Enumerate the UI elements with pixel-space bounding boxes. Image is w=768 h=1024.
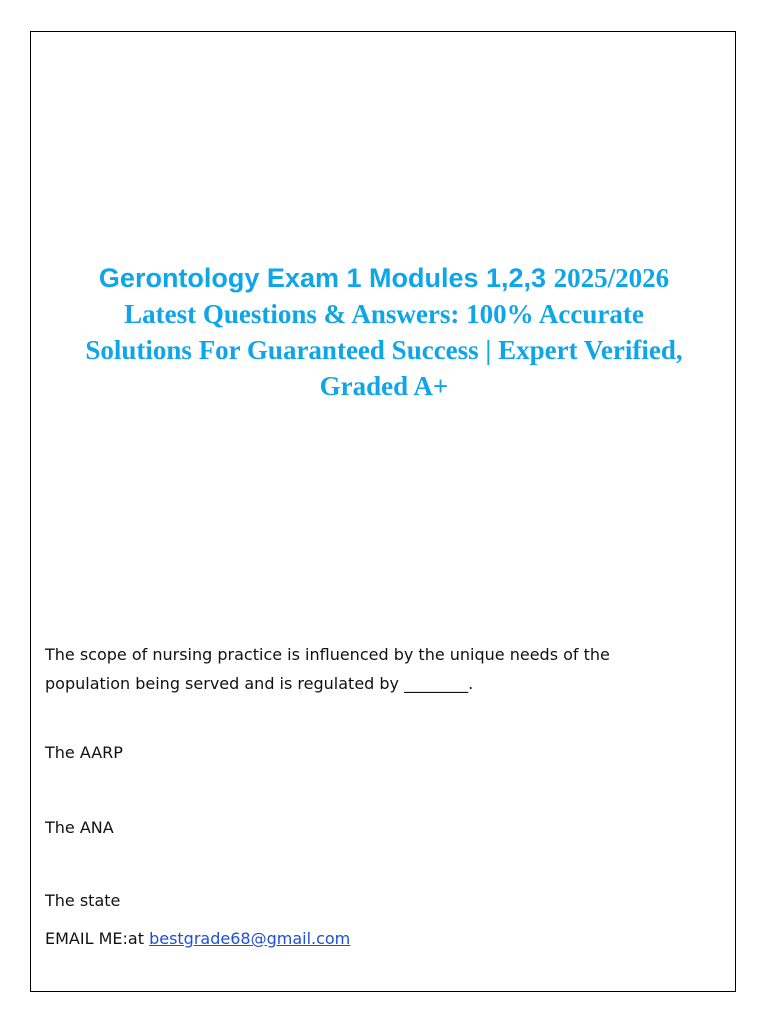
title-line-1 [31, 260, 737, 296]
question-text [45, 640, 610, 698]
title-years: 2025/2026 [553, 263, 670, 293]
question-line-1: The scope of nursing practice is influenced by the unique needs of the [45, 645, 610, 664]
answer-option-2: The ANA [45, 818, 114, 837]
title-line-3: Solutions For Guaranteed Success | Expert Verified, [85, 335, 683, 365]
contact-line [45, 928, 350, 950]
answer-option-1: The AARP [45, 743, 123, 762]
email-link[interactable]: bestgrade68@gmail.com [149, 929, 351, 948]
document-title [31, 260, 737, 404]
document-page [30, 31, 736, 992]
title-line-4: Graded A+ [319, 371, 449, 401]
title-course-name: Gerontology Exam 1 Modules 1,2,3 [98, 263, 547, 293]
contact-prefix: EMAIL ME:at [45, 929, 144, 948]
answer-option-3: The state [45, 891, 121, 910]
title-line-2: Latest Questions & Answers: 100% Accurate [124, 299, 644, 329]
question-line-2: population being served and is regulated by ________. [45, 674, 474, 693]
